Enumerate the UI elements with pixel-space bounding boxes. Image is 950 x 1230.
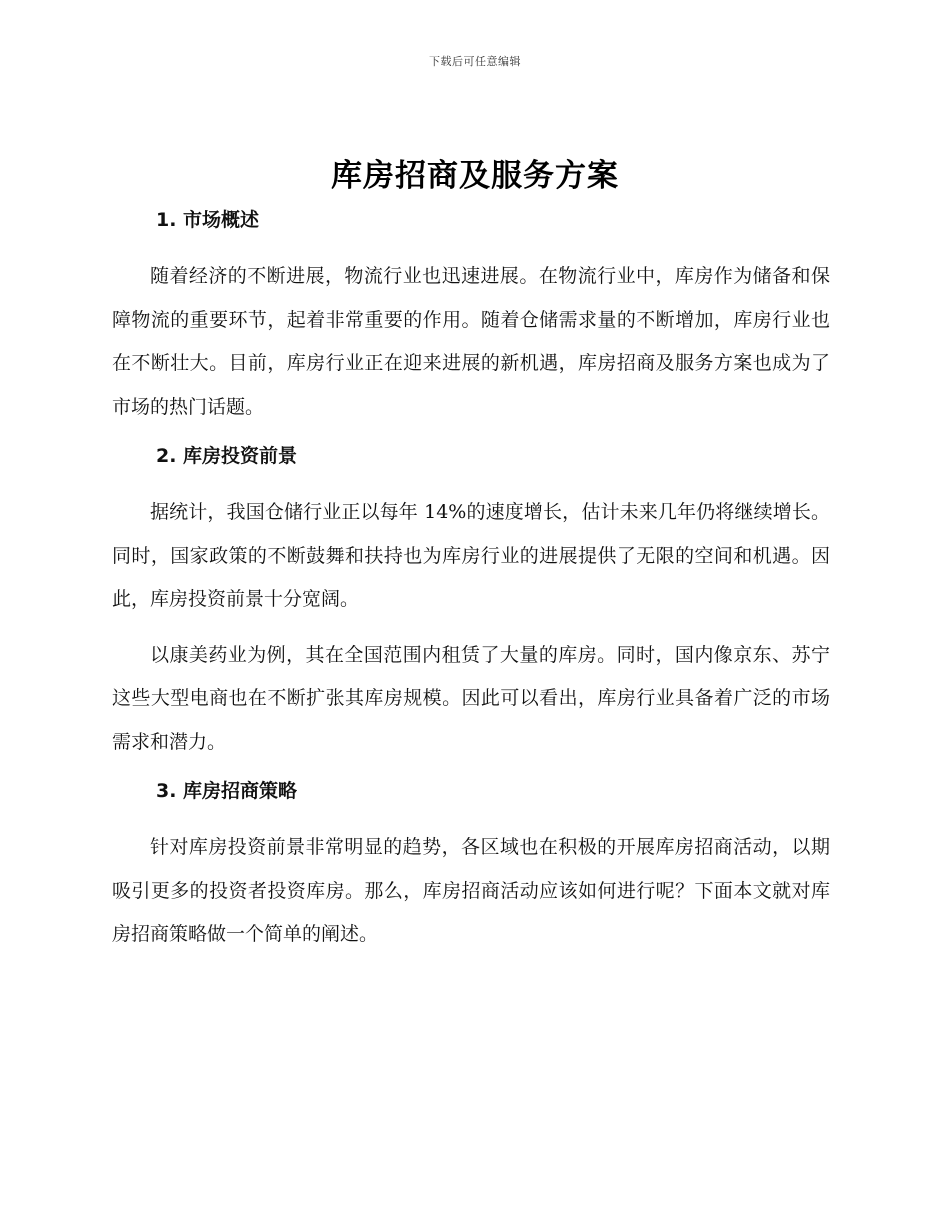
header-note: 下载后可任意编辑 — [429, 55, 521, 68]
section-heading: 1. 市场概述 — [156, 209, 260, 231]
section-leasing-strategy — [112, 776, 830, 957]
section-heading: 2. 库房投资前景 — [156, 445, 298, 467]
section-market-overview — [112, 205, 830, 441]
paragraph: 据统计，我国仓储行业正以每年 14%的速度增长，估计未来几年仍将继续增长。同时，国家政策的不断鼓舞和扶持也为库房行业的进展提供了无限的空间和机遇。因此，库房投资前景十分宽阔。 — [112, 501, 830, 610]
paragraph: 以康美药业为例，其在全国范围内租赁了大量的库房。同时，国内像京东、苏宁这些大型电商也在不断扩张其库房规模。因此可以看出，库房行业具备着广泛的市场需求和潜力。 — [112, 643, 830, 753]
paragraph: 针对库房投资前景非常明显的趋势，各区域也在积极的开展库房招商活动，以期吸引更多的投资者投资库房。那么，库房招商活动应该如何进行呢？下面本文就对库房招商策略做一个简单的阐述。 — [112, 836, 830, 945]
section-heading: 3. 库房招商策略 — [156, 780, 298, 802]
section-investment-outlook — [112, 441, 830, 776]
document-body — [112, 205, 830, 957]
paragraph: 随着经济的不断进展，物流行业也迅速进展。在物流行业中，库房作为储备和保障物流的重要环节，起着非常重要的作用。随着仓储需求量的不断增加，库房行业也在不断壮大。目前，库房行业正在迎来进展的新机遇，库房招商及服务方案也成为了市场的热门话题。 — [112, 265, 830, 418]
document-title: 库房招商及服务方案 — [331, 158, 619, 194]
